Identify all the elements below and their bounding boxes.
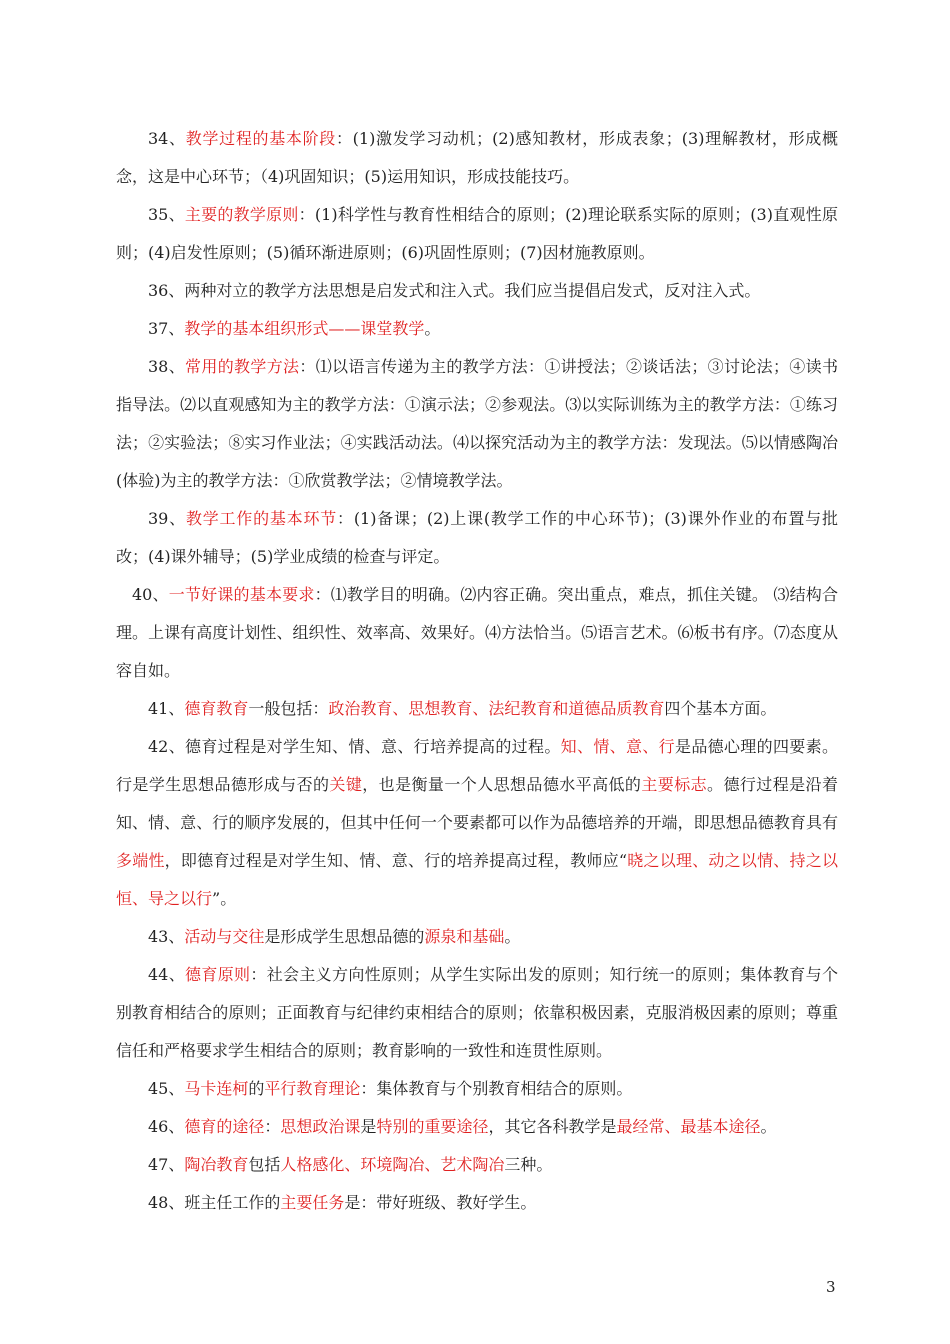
paragraph-text: 一般包括： xyxy=(248,699,329,718)
highlighted-term: 多端性 xyxy=(116,851,165,870)
paragraph-text: ：集体教育与个别教育相结合的原则。 xyxy=(360,1079,633,1098)
highlighted-term: 人格感化、环境陶冶、艺术陶冶 xyxy=(280,1155,505,1174)
highlighted-term: 源泉和基础 xyxy=(424,927,505,946)
paragraph-item xyxy=(116,196,838,272)
paragraph-text: ，也是衡量一个人思想品德水平高低的 xyxy=(362,775,642,794)
highlighted-term: 教学过程的基本阶段 xyxy=(185,129,336,148)
paragraph-text: ：(1)科学性与教育性相结合的原则；(2)理论联系实际的原则；(3)直观性原则；(4)启发性原则；(5)循环渐进原则；(6)巩固性原则；(7)因材施教原则。 xyxy=(116,205,838,262)
paragraph-text: 。 xyxy=(504,927,521,946)
highlighted-term: 思想政治课 xyxy=(280,1117,361,1136)
paragraph-text: 是：带好班级、教好学生。 xyxy=(344,1193,537,1212)
paragraph-text: ：社会主义方向性原则；从学生实际出发的原则；知行统一的原则；集体教育与个别教育相结合的原则；正面教育与纪律约束相结合的原则；依靠积极因素，克服消极因素的原则；尊重信任和严格要求学生相结合的原则；教育影响的一致性和连贯性原则。 xyxy=(116,965,838,1060)
highlighted-term: 政治教育、思想教育、法纪教育和道德品质教育 xyxy=(328,699,665,718)
highlighted-term: 陶冶教育 xyxy=(184,1155,249,1174)
highlighted-term: 马卡连柯 xyxy=(184,1079,249,1098)
paragraph-text: 46、 xyxy=(148,1117,185,1136)
paragraph-item xyxy=(116,1108,838,1146)
paragraph-item xyxy=(116,500,838,576)
paragraph-text: 40、 xyxy=(132,585,169,604)
highlighted-term: 活动与交往 xyxy=(184,927,265,946)
paragraph-text: ：⑴以语言传递为主的教学方法：①讲授法；②谈话法；③讨论法；④读书指导法。⑵以直观感知为主的教学方法：①演示法；②参观法。⑶以实际训练为主的教学方法：①练习法；②实验法；⑧实习作业法；④实践活动法。⑷以探究活动为主的教学方法：发现法。⑸以情感陶冶(体验)为主的教学方法：①欣赏教学法；②情境教学法。 xyxy=(116,357,838,490)
highlighted-term: 主要的教学原则 xyxy=(184,205,299,224)
paragraph-text: ：⑴教学目的明确。⑵内容正确。突出重点，难点，抓住关键。 ⑶结构合理。上课有高度计划性、组织性、效率高、效果好。⑷方法恰当。⑸语言艺术。⑹板书有序。⑺态度从容自如。 xyxy=(116,585,838,680)
paragraph-text: 四个基本方面。 xyxy=(664,699,777,718)
highlighted-term: 最经常、最基本途径 xyxy=(616,1117,761,1136)
paragraph-item xyxy=(116,1070,838,1108)
paragraph-item xyxy=(116,310,838,348)
highlighted-term: 关键 xyxy=(329,775,363,794)
paragraph-item xyxy=(116,120,838,196)
paragraph-text: 35、 xyxy=(148,205,185,224)
paragraph-text: 37、 xyxy=(148,319,185,338)
paragraph-item xyxy=(116,690,838,728)
highlighted-term: 德育原则 xyxy=(185,965,251,984)
highlighted-term: 教学工作的基本环节 xyxy=(185,509,338,528)
paragraph-item xyxy=(116,956,838,1070)
paragraph-text: 。 xyxy=(424,319,441,338)
paragraph-text: 48、班主任工作的 xyxy=(148,1193,281,1212)
paragraph-item xyxy=(116,576,838,690)
paragraph-text: ”。 xyxy=(212,889,237,908)
paragraph-text: 包括 xyxy=(248,1155,281,1174)
highlighted-term: 一节好课的基本要求 xyxy=(168,585,315,604)
paragraph-item xyxy=(116,1146,838,1184)
paragraph-text: 38、 xyxy=(148,357,186,376)
paragraph-text: 41、 xyxy=(148,699,185,718)
paragraph-text: 的 xyxy=(248,1079,265,1098)
paragraph-item xyxy=(116,918,838,956)
paragraph-text: ： xyxy=(264,1117,281,1136)
paragraph-text: ：(1)备课；(2)上课(教学工作的中心环节)；(3)课外作业的布置与批改；(4)课外辅导；(5)学业成绩的检查与评定。 xyxy=(116,509,838,566)
paragraph-text: 44、 xyxy=(148,965,186,984)
paragraph-text: 。 xyxy=(760,1117,777,1136)
paragraph-text: 是形成学生思想品德的 xyxy=(264,927,425,946)
highlighted-term: 晓之以理、动之以情、持之以恒、导之以行 xyxy=(116,851,838,908)
document-body xyxy=(116,120,838,1222)
paragraph-item xyxy=(116,272,838,310)
highlighted-term: 特别的重要途径 xyxy=(376,1117,489,1136)
paragraph-text: ，其它各科教学是 xyxy=(488,1117,617,1136)
paragraph-text: 42、德育过程是对学生知、情、意、行培养提高的过程。 xyxy=(148,737,561,756)
highlighted-term: 常用的教学方法 xyxy=(185,357,300,376)
paragraph-text: 34、 xyxy=(148,129,186,148)
paragraph-text: 。德行过程是沿着知、情、意、行的顺序发展的，但其中任何一个要素都可以作为品德培养的开端，即思想品德教育具有 xyxy=(116,775,838,832)
highlighted-term: 德育的途径 xyxy=(184,1117,265,1136)
highlighted-term: 主要任务 xyxy=(280,1193,345,1212)
paragraph-text: 43、 xyxy=(148,927,185,946)
paragraph-item xyxy=(116,1184,838,1222)
page-number: 3 xyxy=(826,1278,836,1296)
paragraph-text: 是 xyxy=(360,1117,377,1136)
paragraph-text: 39、 xyxy=(148,509,186,528)
paragraph-text: 45、 xyxy=(148,1079,185,1098)
paragraph-text: 47、 xyxy=(148,1155,185,1174)
highlighted-term: 主要标志 xyxy=(641,775,708,794)
paragraph-text: 三种。 xyxy=(504,1155,553,1174)
highlighted-term: 平行教育理论 xyxy=(264,1079,361,1098)
paragraph-text: ，即德育过程是对学生知、情、意、行的培养提高过程，教师应“ xyxy=(164,851,628,870)
paragraph-item xyxy=(116,728,838,918)
paragraph-item xyxy=(116,348,838,500)
paragraph-text: 36、两种对立的教学方法思想是启发式和注入式。我们应当提倡启发式，反对注入式。 xyxy=(148,281,761,300)
paragraph-text: 是品德心理的四要素。行是学生思想品德形成与否的 xyxy=(116,737,838,794)
highlighted-term: 知、情、意、行 xyxy=(560,737,675,756)
highlighted-term: 德育教育 xyxy=(184,699,249,718)
highlighted-term: 教学的基本组织形式——课堂教学 xyxy=(184,319,425,338)
paragraph-text: ：(1)激发学习动机；(2)感知教材，形成表象；(3)理解教材，形成概念，这是中心环节；（4)巩固知识；(5)运用知识，形成技能技巧。 xyxy=(116,129,838,186)
